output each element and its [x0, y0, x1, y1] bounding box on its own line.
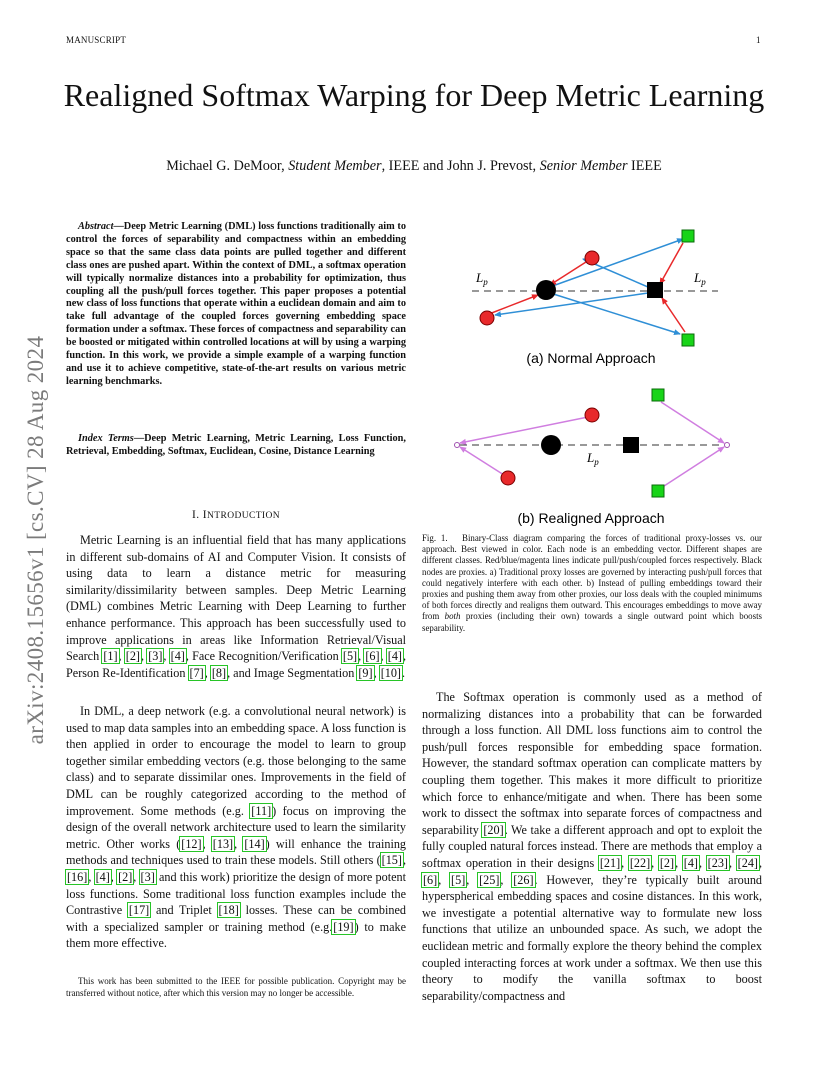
page-number: 1 — [756, 35, 761, 45]
text-run: , — [500, 872, 513, 887]
text-run: , — [163, 649, 170, 664]
citation-link[interactable]: [23] — [707, 855, 728, 870]
caption-text: Binary-Class diagram comparing the forces of traditional proxy-losses vs. our approach. Best viewed in color. Each node is an embedding vector. Different shapes are different classes. Red/blue/magenta lines indicate pull/push/coupled forces respectively. Black nodes are proxies. a) Traditional proxy losses are governed by interacting push/pull forces that could negatively interfere with each other. b) Instead of pulling embeddings toward their proxies and pushing them away from other proxies, our loss deals with the coupled minimums of both forces directly and realigns them outward. This encourages embeddings to move away from — [422, 533, 763, 622]
text-run: ) to make them more effective. — [66, 919, 406, 951]
author-1: Michael G. DeMoor, — [166, 158, 285, 174]
citation-link[interactable]: [8] — [211, 665, 227, 680]
embedding-circle-node — [480, 311, 494, 325]
citation-link[interactable]: [3] — [148, 649, 163, 664]
panel-a-diagram — [472, 230, 718, 346]
citation-link[interactable]: [17] — [128, 903, 150, 918]
right-paragraph-1 — [422, 689, 762, 1004]
proxy-square-node — [623, 437, 639, 453]
citation-link[interactable]: [14] — [244, 836, 265, 851]
citation-link[interactable]: [4] — [95, 869, 110, 884]
proxy-circle-node — [541, 435, 561, 455]
outward-point — [455, 443, 460, 448]
text-run: In DML, a deep network (e.g. a convolutional neural network) is used to map data samples into an embedding space. A loss function is then applied in order to encourage the model to learn to group together similar embedding vectors (e.g. those belonging to the same class) and to separate dissimilar ones. Improvements in the field of DML can be roughly categorized according to the method of improvement. Some methods (e.g. — [66, 704, 406, 818]
citation-link[interactable]: [6] — [423, 872, 438, 887]
pull-arrow — [489, 295, 538, 314]
text-run: , — [358, 649, 365, 664]
text-run: , — [466, 872, 479, 887]
text-run: and Triplet — [150, 903, 218, 918]
citation-link[interactable]: [19] — [333, 919, 354, 934]
citation-link[interactable]: [26] — [513, 872, 534, 887]
index-terms-label: Index Terms — [78, 433, 134, 444]
author-1-org: , IEEE and John J. Prevost, — [381, 158, 537, 174]
section-heading — [66, 509, 406, 521]
embedding-circle-node — [501, 471, 515, 485]
citation-link[interactable]: [2] — [659, 855, 675, 870]
lp-label-left: $L_p$ — [476, 270, 488, 287]
text-run: , — [110, 869, 118, 884]
citation-link[interactable]: [2] — [125, 649, 140, 664]
lp-label-right: $L_p$ — [694, 270, 706, 287]
text-run: The Softmax operation is commonly used as a method of normalizing distances into a probability that can be forwarded through a loss function. All DML loss functions aim to control the push/pull forces responsible for embedding space formation. However, the standard softmax operation can complicate matters by coupling them together. This makes it more difficult to prioritize which force to enhance/mitigate and when. There has been some work to dissect the softmax into separate forces of compactness and separability — [422, 690, 762, 837]
text-run: , — [380, 649, 387, 664]
outward-point — [725, 443, 730, 448]
caption-label: Fig. 1. — [422, 533, 448, 543]
text-run: and this work) prioritize the design of more potent loss functions. Some traditional loss function examples include the Contrastive — [66, 869, 407, 918]
coupled-arrow — [661, 447, 724, 488]
citation-link[interactable]: [10] — [380, 665, 401, 680]
figure-caption — [422, 533, 762, 634]
citation-link[interactable]: [24] — [737, 855, 758, 870]
citation-link[interactable]: [5] — [451, 872, 466, 887]
text-run: losses. These can be combined with a specialized sampler or training method (e.g. — [66, 903, 406, 934]
citation-link[interactable]: [1] — [103, 649, 118, 664]
citation-link[interactable]: [18] — [218, 903, 239, 918]
pull-arrow — [660, 243, 683, 284]
running-header: MANUSCRIPT — [66, 35, 127, 45]
index-terms-text: —Deep Metric Learning, Metric Learning, Loss Function, Retrieval, Embedding, Softmax, Euclidean, Cosine, Distance Learning — [66, 433, 406, 457]
proxy-square-node — [647, 282, 663, 298]
caption-text: proxies (including their own) towards a single outward point which boosts separability. — [422, 611, 762, 633]
panel-b-diagram — [455, 389, 730, 497]
coupled-arrow — [661, 402, 724, 443]
text-run: , — [140, 649, 148, 664]
pull-arrow — [662, 298, 685, 332]
text-run: , — [675, 855, 683, 870]
coupled-arrow — [460, 447, 504, 475]
intro-paragraph-2 — [66, 703, 406, 952]
section-heading-rest: NTRODUCTION — [207, 511, 281, 521]
panel-a-caption: (a) Normal Approach — [526, 350, 656, 366]
text-run: , — [438, 872, 451, 887]
text-run: , — [133, 869, 140, 884]
citation-link[interactable]: [20] — [483, 822, 504, 837]
abstract-text: —Deep Metric Learning (DML) loss functions traditionally aim to control the forces of separability and compactness within an embedding space so that the same class data points are pulled together and different class ones are pushed apart. Within the context of DML, a softmax operation will typically normalize distances into a probability for optimization, thus coupling all the push/pull forces together. This paper proposes a potential new class of loss functions that operate within a euclidean domain and aim to take full advantage of the coupled forces governing embedding space formation under a softmax. These forces of compactness and separability can be boosted or mitigated within controlled locations at will by using a warping function. In this work, we provide a simple example of a warping function and use it to achieve competitive, state-of-the-art results on various metric learning benchmarks. — [66, 221, 406, 387]
text-run: , and Image Segmentation — [227, 665, 358, 680]
text-run: , — [758, 855, 763, 870]
abstract-label: Abstract — [78, 221, 114, 232]
embedding-circle-node — [585, 408, 599, 422]
citation-link[interactable]: [7] — [189, 665, 204, 680]
caption-emphasis: both — [444, 611, 461, 622]
text-run: Metric Learning is an influential field that has many applications in different sub-domains of AI and Computer Vision. It consists of using data to learn a distance metric for measuring similarity/dissimilarity between samples. Deep Metric Learning (DML) combines Metric Learning with Deep Learning to further enhance performance. This approach has been successfully used to improve applications in areas like Information Retrieval/Visual Search — [66, 533, 406, 664]
citation-link[interactable]: [4] — [683, 855, 698, 870]
footnote: This work has been submitted to the IEEE for possible publication. Copyright may be transferred without notice, after which this version may no longer be accessible. — [66, 976, 406, 998]
citation-link[interactable]: [15] — [381, 853, 402, 868]
panel-b-caption: (b) Realigned Approach — [517, 510, 665, 526]
author-2-role: Senior Member — [539, 158, 628, 174]
section-heading-prefix: I. I — [191, 509, 207, 521]
text-run: , — [373, 665, 380, 680]
text-run: ) focus on improving the design of the overall network architecture used to learn the similarity metric. Other works ( — [66, 803, 406, 851]
citation-link[interactable]: [9] — [358, 665, 373, 680]
citation-link[interactable]: [6] — [365, 649, 380, 664]
embedding-square-node — [652, 485, 664, 497]
coupled-arrow — [460, 417, 588, 443]
citation-link[interactable]: [25] — [479, 872, 500, 887]
text-run: , — [698, 855, 707, 870]
text-run: , — [88, 869, 95, 884]
citation-link[interactable]: [5] — [342, 649, 358, 664]
author-1-role: Student Member — [288, 158, 382, 174]
figure-1 — [420, 222, 762, 530]
index-terms — [66, 433, 406, 459]
text-run: . — [402, 665, 406, 680]
text-run: ) will enhance the training methods and techniques used to train these models. Still others ( — [66, 836, 407, 868]
citation-link[interactable]: [21] — [599, 855, 621, 870]
citation-link[interactable]: [3] — [140, 869, 155, 884]
text-run: , — [204, 665, 211, 680]
proxy-circle-node — [536, 280, 556, 300]
citation-link[interactable]: [4] — [387, 649, 402, 664]
text-run: . We take a different approach and opt to exploit the fully coupled natural forces instead. There are methods that employ a softmax operation in their designs — [422, 822, 762, 870]
text-run: , — [728, 855, 737, 870]
citation-link[interactable]: [11] — [251, 803, 272, 818]
push-arrow — [495, 292, 655, 315]
arxiv-stamp — [16, 335, 56, 745]
text-run: , — [118, 649, 125, 664]
text-run: , — [402, 853, 406, 868]
embedding-square-node — [682, 334, 694, 346]
arxiv-stamp-text: arXiv:2408.15656v1 [cs.CV] 28 Aug 2024 — [23, 335, 48, 745]
lp-label-center: $L_p$ — [587, 450, 599, 467]
citation-link[interactable]: [22] — [629, 855, 651, 870]
paper-title: Realigned Softmax Warping for Deep Metric Learning — [63, 77, 765, 113]
intro-paragraph-1 — [66, 532, 406, 681]
abstract — [66, 221, 406, 389]
citation-link[interactable]: [4] — [170, 649, 185, 664]
text-run: , Person Re-Identification — [66, 649, 407, 680]
citation-link[interactable]: [16] — [67, 869, 88, 884]
citation-link[interactable]: [12] — [181, 836, 202, 851]
embedding-square-node — [652, 389, 664, 401]
pull-arrow — [550, 262, 586, 285]
citation-link[interactable]: [2] — [118, 869, 133, 884]
embedding-square-node — [682, 230, 694, 242]
text-run: , — [202, 836, 212, 851]
embedding-circle-node — [585, 251, 599, 265]
text-run: , Face Recognition/Verification — [185, 649, 342, 664]
author-2-org: IEEE — [631, 158, 662, 174]
text-run: . However, they’re typically built around hyperspherical embedding spaces and cosine distances. In this work, we investigate a potential alternative way to formulate new loss functions that utilize an unbounded space. As such, we adopt the euclidean metric and formally explore the theory behind the complex coupled interacting forces at work under a softmax. We then use this theory to modify the vanilla softmax to boost separability/compactness and — [422, 872, 763, 1003]
text-run: , — [621, 855, 629, 870]
author-line — [60, 158, 768, 175]
text-run: , — [234, 836, 244, 851]
citation-link[interactable]: [13] — [212, 836, 234, 851]
text-run: , — [651, 855, 659, 870]
